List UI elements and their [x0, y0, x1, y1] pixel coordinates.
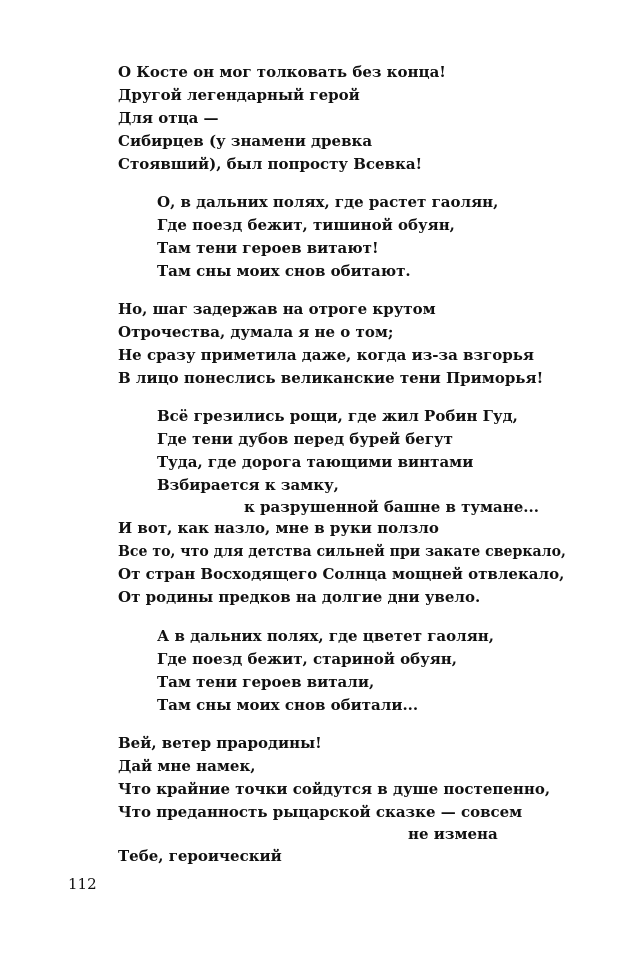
poem-line: В лицо понеслись великанские тени Приморья! — [118, 369, 544, 387]
poem-line: Дай мне намек, — [118, 757, 256, 775]
poem-line: Что преданность рыцарской сказке — совсем — [118, 803, 523, 821]
poem-line: Вей, ветер прародины! — [118, 734, 322, 752]
poem-line: Стоявший), был попросту Всевка! — [118, 155, 423, 173]
poem-line: О, в дальних полях, где растет гаолян, — [157, 193, 499, 211]
poem-line: Где поезд бежит, тишиной обуян, — [157, 216, 455, 234]
poem-line: Туда, где дорога тающими винтами — [157, 453, 474, 471]
poem-line: к разрушенной башне в тумане... — [244, 498, 539, 516]
poem-line: От родины предков на долгие дни увело. — [118, 588, 481, 606]
poem-line: Другой легендарный герой — [118, 86, 360, 104]
poem-line: Сибирцев (у знамени древка — [118, 132, 373, 150]
poem-line: Не сразу приметила даже, когда из-за взгорья — [118, 346, 534, 364]
poem-line: Но, шаг задержав на отроге крутом — [118, 300, 436, 318]
poem-line: Там сны моих снов обитают. — [157, 262, 411, 280]
poem-line: Там сны моих снов обитали... — [157, 696, 419, 714]
poem-line: Где поезд бежит, стариной обуян, — [157, 650, 457, 668]
poem-line: Что крайние точки сойдутся в душе постепенно, — [118, 780, 551, 798]
poem-line: Для отца — — [118, 109, 219, 127]
poem-line: От стран Восходящего Солнца мощней отвлекало, — [118, 565, 565, 583]
poem-line: Где тени дубов перед бурей бегут — [157, 430, 453, 448]
poem-line: Там тени героев витали, — [157, 673, 375, 691]
poem-line: Все то, что для детства сильней при закате сверкало, — [118, 542, 566, 560]
poem-line: Взбирается к замку, — [157, 476, 339, 494]
poem-line: не измена — [408, 825, 498, 843]
poem-line: Там тени героев витают! — [157, 239, 379, 257]
poem-line: И вот, как назло, мне в руки ползло — [118, 519, 439, 537]
poem-line: Тебе, героический — [118, 847, 282, 865]
poem-line: Всё грезились рощи, где жил Робин Гуд, — [157, 407, 518, 425]
poem-line: А в дальних полях, где цветет гаолян, — [157, 627, 494, 645]
page-number: 112 — [68, 875, 97, 893]
poem-line: Отрочества, думала я не о том; — [118, 323, 394, 341]
poem-line: О Косте он мог толковать без конца! — [118, 63, 446, 81]
